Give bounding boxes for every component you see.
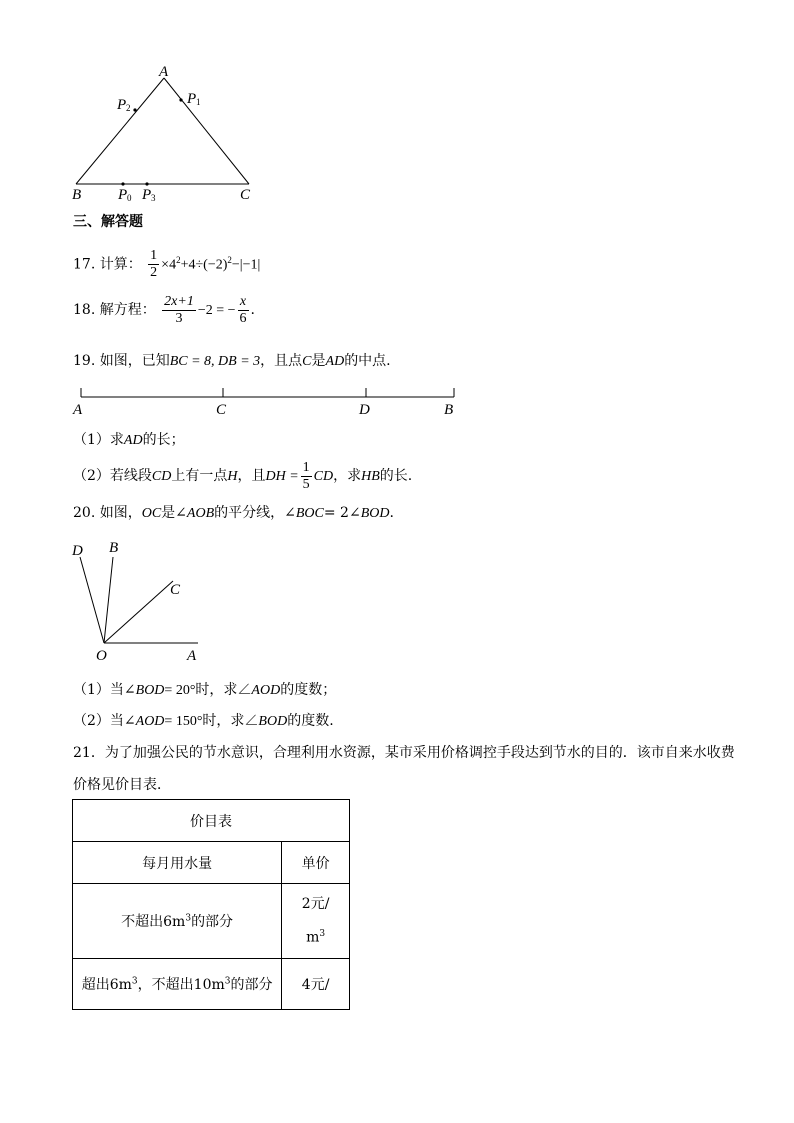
question-21-line-2: 价格见价目表． [73,777,171,793]
section-title: 三、解答题 [73,214,143,230]
label-p3: P [142,187,152,203]
q18-number: 18. [73,302,96,318]
q19-part-1: （1）求AD的长； [73,432,185,448]
ray-ob [104,557,113,643]
table-row [73,884,350,959]
q18-prefix: 解方程： [99,302,156,318]
label-d: D [72,543,83,559]
row1-usage: 不超出$6m^3$的部分 [73,884,282,959]
table-header-row [73,842,350,884]
ray-oc [104,581,173,643]
label-c: C [170,582,181,598]
label-p3-sub: 3 [151,193,156,203]
q20-part-2: （2）当∠AOD= 150°时，求∠BOD的度数. [73,713,334,729]
header-usage: 每月用水量 [73,842,282,884]
question-20: 20. 如图，OC是∠AOB的平分线，∠BOC= 2∠BOD. [73,505,394,521]
question-17: 17. 计算： $\frac{1}{2}$ $\times 4^2+4\div(-2)^2-|-1|$ [73,248,261,281]
q19-fraction: $\frac{1}{5}$ [302,459,310,492]
point-p2 [133,108,136,111]
q17-fraction: $\frac{1}{2}$ [150,248,158,281]
triangle-side-ac [164,78,249,184]
label-o: O [96,648,107,664]
point-p1 [179,98,182,101]
q18-lhs-fraction: $\frac{2x+1}{3}$ [164,293,194,326]
q18-rhs-fraction: $\frac{x}{6}$ [239,293,247,326]
point-p0 [121,182,124,185]
label-p2-sub: 2 [126,103,131,113]
angle-figure [66,535,216,665]
triangle-figure [60,60,280,205]
label-a: A [159,64,169,80]
q19-part-2: （2）若线段CD上有一点H，且DH = $\frac{1}{5}$ CD，求HB的长. [73,459,413,492]
q17-prefix: 计算： [99,256,142,273]
label-p1: P [187,91,197,107]
label-c: C [240,187,251,203]
segment-figure [70,383,470,423]
table-row [73,959,350,1010]
ray-od [80,557,104,643]
price-table [72,799,350,1010]
label-a: A [187,648,197,664]
point-p3 [145,182,148,185]
q20-part-1: （1）当∠BOD= 20°时，求∠AOD的度数； [73,682,337,698]
label-b: B [72,187,82,203]
label-c: C [216,402,227,418]
table-title: 价目表 [73,800,350,842]
label-p2: P [117,97,127,113]
label-b: B [444,402,454,418]
question-19: 19. 如图，已知BC = 8, DB = 3，且点C是AD的中点. [73,353,391,369]
header-price: 单价 [282,842,350,884]
row1-price: 2元/ $m^3$ [282,884,350,959]
label-p0-sub: 0 [127,193,132,203]
table-title-row [73,800,350,842]
row2-price: 4元/ [282,959,350,1010]
label-d: D [359,402,370,418]
label-a: A [73,402,83,418]
q17-number: 17. [73,256,96,273]
triangle-side-ab [76,78,164,184]
question-18: 18. 解方程： $\frac{2x+1}{3}$ −2 = − $\frac{x}{6}$ . [73,293,255,326]
label-p1-sub: 1 [196,97,201,107]
label-b: B [109,540,119,556]
row2-usage: 超出$6m^3$，不超出$10m^3$的部分 [73,959,282,1010]
label-p0: P [118,187,128,203]
question-21-line-1: 21．为了加强公民的节水意识，合理利用水资源，某市采用价格调控手段达到节水的目的．该市自来水收费 [73,745,735,761]
